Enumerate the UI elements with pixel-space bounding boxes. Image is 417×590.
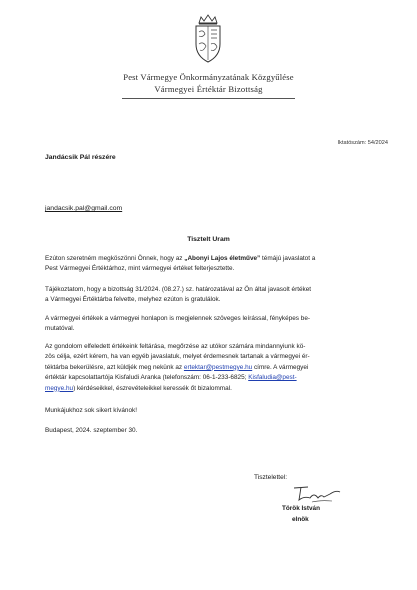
signer-title: elnök [292,516,309,523]
contact-person-email-link-cont[interactable]: megye.hu [45,384,74,392]
signer-name: Török István [282,505,320,512]
coat-of-arms-icon [191,14,225,64]
contact-person-email-link[interactable]: Kisfaludia@pest- [248,374,297,382]
paragraph-wishes: Munkájukhoz sok sikert kívánok! [45,407,137,414]
proposal-title: „Abonyi Lajos életműve” [184,255,261,262]
organization-name: Pest Vármegye Önkormányzatának Közgyűlése [123,72,294,82]
paragraph-website: A vármegyei értékek a vármegyei honlapon is megjelennek szöveges leírással, fényképes be- mutatóval. [45,315,310,333]
committee-name: Vármegyei Értéktár Bizottság [154,84,263,94]
salutation: Tisztelt Uram [187,236,230,243]
handwritten-signature-icon [290,482,346,506]
contact-email-link[interactable]: ertektar@pestmegye.hu [183,363,253,371]
paragraph-decision: Tájékoztatom, hogy a bizottság 31/2024. (08.27.) sz. határozatával az Ön által javasolt értéket a Vármegyei Értéktárba felvette, melyhez ezúton is gratulálok. [45,286,312,304]
addressee-email: jandacsik.pal@gmail.com [45,205,123,212]
paragraph-contact: Az gondolom elfeledett értékeink feltárása, megőrzése az utókor számára mindannyiunk kö- zös célja, ezért kérem, ha van egyéb javaslatuk, melyet érdemesnek tartanak a vármegyei ér- téktárba bekerülésre, azt küldjék meg nekünk az ertektar@pestmegye.hu címre. A vármegyei értéktár kapcsolattartója Kisfaludi Aranka (telefonszám: 06-1-233-6825; Kisfaludia@pest- megye.hu) kérdéseikkel, észrevételeikkel keressék őt bizalommal. [45,343,310,392]
closing-phrase: Tisztelettel: [254,474,288,481]
letter-date: Budapest, 2024. szeptember 30. [45,427,138,434]
addressee: Jandácsik Pál részére [45,154,116,161]
paragraph-thanks: Ezúton szeretném megköszönni Önnek, hogy az „Abonyi Lajos életműve” témájú javaslatot a Pest Vármegyei Értéktárhoz, mint vármegyei értéket felterjesztette. [45,255,316,273]
registration-number: Iktatószám: 54/2024 [337,140,388,146]
header-divider [122,98,295,99]
